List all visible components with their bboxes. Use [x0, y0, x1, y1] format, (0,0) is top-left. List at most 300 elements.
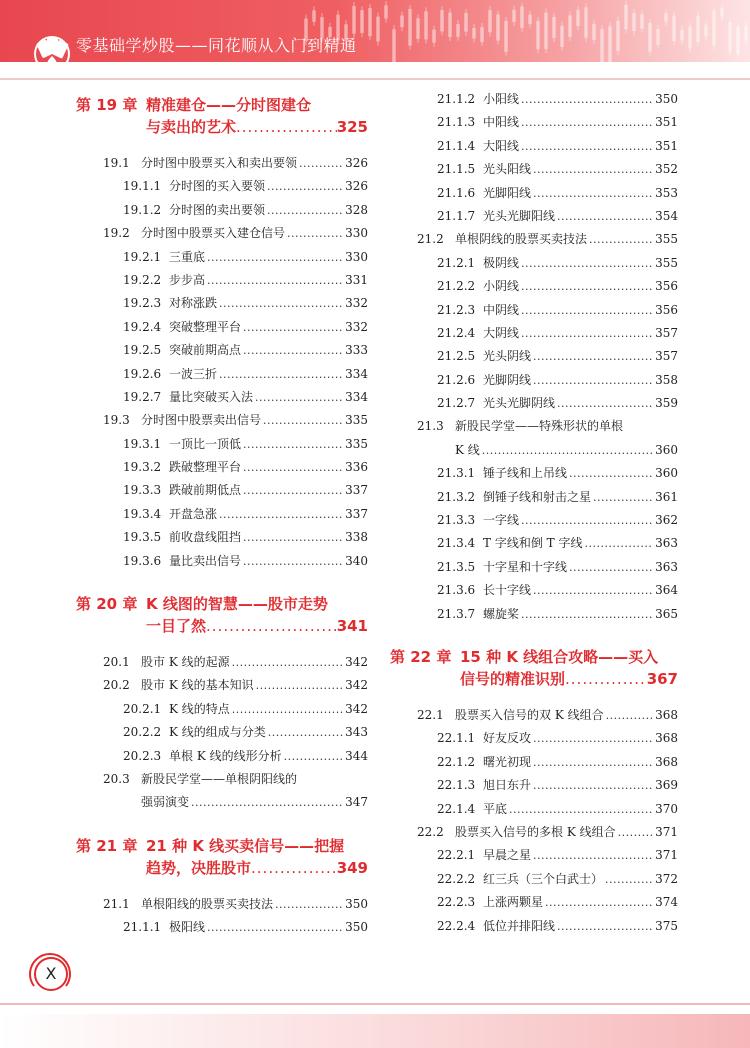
toc-subsection: [390, 915, 678, 938]
section-title: 分时图的买入要领: [169, 179, 266, 194]
section-title: 极阳线: [169, 920, 206, 935]
section-title: 分时图的卖出要领: [169, 202, 266, 217]
dot-leader: [533, 774, 653, 797]
dot-leader: [557, 915, 653, 938]
page-ref: 356: [655, 302, 678, 317]
section-number: 21.2.6: [437, 372, 476, 387]
section-title: 量比突破买入法: [169, 389, 254, 404]
toc-section: [390, 228, 678, 251]
section-number: 19.3: [103, 413, 130, 428]
dot-leader: [533, 345, 653, 368]
section-number: 21.2.5: [437, 349, 476, 364]
candle-body: [416, 18, 420, 39]
section-title: 开盘急涨: [169, 506, 218, 521]
section-number: 21.2.3: [437, 302, 476, 317]
section-title: 新股民学堂——特殊形状的单根: [455, 419, 624, 434]
toc-subsection: [390, 135, 678, 158]
page-ref: 342: [345, 701, 368, 716]
toc-left-column: [76, 88, 368, 940]
section-number: 22.2: [417, 824, 444, 839]
dot-leader: [533, 751, 653, 774]
candle-body: [360, 10, 364, 33]
toc-subsection: [76, 316, 368, 339]
section-number: 20.1: [103, 655, 130, 670]
chapter-title-line: [76, 94, 368, 116]
section-title: 倒锤子线和射击之星: [483, 489, 592, 504]
dot-leader: [482, 439, 653, 462]
dot-leader: [284, 745, 343, 768]
toc-subsection: [76, 503, 368, 526]
candle-body: [704, 25, 708, 37]
page-ref: 363: [655, 559, 678, 574]
dot-leader: [243, 456, 343, 479]
dot-leader: [521, 603, 653, 626]
chapter-number: 第 21 章: [76, 836, 138, 855]
toc-section: [76, 674, 368, 697]
section-number: 19.3.5: [123, 530, 162, 545]
section-title: 好友反攻: [483, 731, 532, 746]
toc-entry-continued: [76, 791, 368, 814]
section-number: 21.1.4: [437, 138, 476, 153]
page-ref: 333: [345, 343, 368, 358]
dot-leader: [243, 479, 343, 502]
chapter-title-line: [146, 116, 368, 138]
candle-body: [664, 13, 668, 21]
page-ref: 361: [655, 489, 678, 504]
dot-leader: [593, 486, 653, 509]
toc-subsection: [76, 433, 368, 456]
dot-leader: [268, 721, 343, 744]
section-number: 20.2.1: [123, 701, 162, 716]
page-ref: 350: [655, 92, 678, 106]
dot-leader: [207, 916, 343, 939]
section-number: 21.3: [417, 419, 444, 434]
dot-leader: [206, 615, 337, 637]
candle-body: [432, 30, 436, 43]
toc-section: [76, 152, 368, 175]
candle-body: [648, 23, 652, 52]
chapter-page: 325: [336, 118, 368, 136]
section-number: 21.3.3: [437, 513, 476, 528]
dot-leader: [557, 392, 653, 415]
chapter-page: 341: [336, 617, 368, 636]
toc-entry: [390, 415, 678, 438]
dot-leader: [521, 275, 653, 298]
dot-leader: [243, 433, 343, 456]
section-number: 19.1.2: [123, 202, 162, 217]
candle-body: [608, 26, 612, 62]
section-number: 21.2: [417, 232, 444, 247]
toc-entry: [76, 768, 368, 791]
section-number: 22.2.3: [437, 895, 476, 910]
book-title: 零基础学炒股——同花顺从入门到精通: [76, 36, 357, 55]
section-title: 光头阳线: [483, 162, 532, 177]
candle-body: [520, 6, 524, 28]
chapter-heading: [390, 646, 678, 690]
candle-body: [560, 26, 564, 47]
header-divider: [0, 78, 750, 80]
dot-leader: [569, 462, 653, 485]
dot-leader: [618, 821, 653, 844]
footer-divider: [0, 1003, 750, 1005]
section-number: 21.3.6: [437, 583, 476, 598]
section-title: 一波三折: [169, 366, 218, 381]
section-title: 对称涨跌: [169, 296, 218, 311]
section-number: 20.2: [103, 678, 130, 693]
page-ref: 352: [655, 162, 678, 177]
dot-leader: [267, 175, 343, 198]
page-header: [0, 0, 750, 80]
chapter-number: 第 22 章: [390, 647, 452, 666]
dot-leader: [287, 222, 343, 245]
page-ref: 334: [345, 389, 368, 404]
section-title: 一顶比一顶低: [169, 436, 242, 451]
candlestick-decoration: [300, 0, 750, 62]
section-title: 股票买入信号的多根 K 线组合: [455, 824, 616, 839]
section-title: 分时图中股票买入建仓信号: [141, 226, 286, 241]
candle-body: [592, 24, 596, 40]
toc-section: [390, 821, 678, 844]
candle-body: [384, 5, 388, 18]
chapter-title: 15 种 K 线组合攻略——买入: [460, 647, 659, 666]
chapter-title: K 线图的智慧——股市走势: [146, 595, 328, 614]
toc-subsection: [76, 339, 368, 362]
toc-subsection: [390, 182, 678, 205]
candle-body: [656, 29, 660, 45]
section-title: 中阳线: [483, 115, 520, 130]
section-title: 中阴线: [483, 302, 520, 317]
toc-subsection: [390, 603, 678, 626]
section-number: 21.1.6: [437, 185, 476, 200]
page-ref: 368: [655, 731, 678, 746]
toc-subsection: [390, 205, 678, 228]
section-title: 单根阴线的股票买卖技法: [455, 232, 588, 247]
section-number: 21.2.1: [437, 255, 476, 270]
chapter-subtitle: 信号的精准识别: [460, 669, 566, 688]
toc-subsection: [390, 579, 678, 602]
toc-entry-continued: [390, 439, 678, 462]
dot-leader: [275, 893, 343, 916]
section-number: 22.2.4: [437, 918, 476, 933]
dot-leader: [584, 532, 653, 555]
dot-leader: [232, 698, 343, 721]
section-title: 新股民学堂——单根阴阳线的: [141, 771, 298, 786]
section-number: 21.1.1: [123, 920, 162, 935]
section-number: 20.3: [103, 771, 130, 786]
toc-subsection: [76, 550, 368, 573]
candle-body: [680, 30, 684, 41]
candle-body: [496, 14, 500, 40]
section-number: 19.2.1: [123, 249, 162, 264]
chapter-heading: [76, 835, 368, 879]
candle-body: [536, 21, 540, 49]
chapter-title-line: [146, 857, 368, 879]
page-ref: 374: [655, 895, 678, 910]
page-ref: 347: [345, 795, 368, 810]
toc-subsection: [390, 299, 678, 322]
dot-leader: [533, 182, 653, 205]
section-title: 分时图中股票卖出信号: [141, 413, 262, 428]
dot-leader: [207, 269, 343, 292]
toc-subsection: [390, 369, 678, 392]
section-number: 21.3.5: [437, 559, 476, 574]
candle-body: [624, 5, 628, 30]
page-ref: 334: [345, 366, 368, 381]
dot-leader: [606, 704, 653, 727]
candle-body: [368, 8, 372, 36]
dot-leader: [521, 88, 653, 111]
section-number: 21.1.5: [437, 162, 476, 177]
toc-subsection: [390, 88, 678, 111]
dot-leader: [605, 868, 653, 891]
toc-subsection: [76, 745, 368, 768]
page-ref: 332: [345, 296, 368, 311]
candle-body: [688, 27, 692, 49]
toc-subsection: [390, 556, 678, 579]
page-ref: 350: [345, 896, 368, 911]
candle-body: [400, 16, 404, 28]
section-title: 量比卖出信号: [169, 553, 242, 568]
section-number: 19.2.2: [123, 272, 162, 287]
dot-leader: [557, 205, 653, 228]
section-number: 22.1.4: [437, 801, 476, 816]
dot-leader: [232, 651, 343, 674]
page-ref: 356: [655, 279, 678, 294]
toc-subsection: [76, 246, 368, 269]
page-ref: 369: [655, 778, 678, 793]
dot-leader: [569, 556, 653, 579]
section-title: K 线的组成与分类: [169, 725, 266, 740]
section-number: 21.3.2: [437, 489, 476, 504]
candle-body: [488, 10, 492, 32]
candle-body: [672, 15, 676, 41]
toc-subsection: [390, 275, 678, 298]
toc-right-column: [390, 88, 678, 938]
dot-leader: [207, 246, 343, 269]
page-ref: 326: [345, 156, 368, 170]
page-ref: 371: [655, 824, 678, 839]
section-number: 21.2.7: [437, 396, 476, 411]
dot-leader: [589, 228, 653, 251]
dot-leader: [509, 798, 653, 821]
dot-leader: [545, 891, 653, 914]
toc-subsection: [390, 322, 678, 345]
section-title: 股市 K 线的起源: [141, 655, 230, 670]
toc-subsection: [390, 345, 678, 368]
section-title: 突破前期高点: [169, 343, 242, 358]
candle-body: [720, 8, 724, 17]
toc-subsection: [390, 751, 678, 774]
section-title: 长十字线: [483, 583, 532, 598]
dot-leader: [521, 509, 653, 532]
chapter-heading: [76, 94, 368, 138]
section-title-continued: 强弱演变: [141, 795, 190, 810]
section-title: 螺旋桨: [483, 606, 520, 621]
candle-body: [584, 7, 588, 37]
page-ref: 365: [655, 606, 678, 621]
section-title: 平底: [483, 801, 508, 816]
toc-subsection: [76, 386, 368, 409]
toc-subsection: [76, 199, 368, 222]
candle-body: [544, 12, 548, 49]
playing-cards-logo-icon: [30, 32, 76, 72]
section-title: 大阴线: [483, 325, 520, 340]
section-title: 三重底: [169, 249, 206, 264]
candle-body: [616, 21, 620, 51]
section-title: 光头阴线: [483, 349, 532, 364]
dot-leader: [533, 158, 653, 181]
toc-subsection: [390, 798, 678, 821]
section-title: 光脚阳线: [483, 185, 532, 200]
toc-subsection: [76, 479, 368, 502]
section-title: 旭日东升: [483, 778, 532, 793]
page-ref: 351: [655, 138, 678, 153]
toc-subsection: [76, 175, 368, 198]
page-ref: 342: [345, 678, 368, 693]
page-ref: 360: [655, 442, 678, 457]
section-number: 22.1: [417, 707, 444, 722]
toc-subsection: [390, 111, 678, 134]
section-title: 锤子线和上吊线: [483, 466, 568, 481]
toc-section: [76, 651, 368, 674]
section-number: 21.3.7: [437, 606, 476, 621]
toc-subsection: [390, 774, 678, 797]
candle-body: [440, 10, 444, 31]
dot-leader: [267, 199, 343, 222]
section-number: 19.2.6: [123, 366, 162, 381]
candle-body: [448, 13, 452, 37]
section-number: 21.2.4: [437, 325, 476, 340]
section-title: 分时图中股票买入和卖出要领: [141, 156, 298, 170]
dot-leader: [251, 857, 337, 879]
dot-leader: [533, 369, 653, 392]
section-number: 19.1.1: [123, 179, 162, 194]
toc-subsection: [76, 292, 368, 315]
section-title: T 字线和倒 T 字线: [483, 536, 583, 551]
dot-leader: [191, 791, 343, 814]
candle-body: [712, 11, 716, 46]
toc-subsection: [390, 158, 678, 181]
section-title: K 线的特点: [169, 701, 230, 716]
page-ref: 337: [345, 483, 368, 498]
page-ref: 357: [655, 325, 678, 340]
section-number: 22.2.1: [437, 848, 476, 863]
page-ref: 343: [345, 725, 368, 740]
page-ref: 353: [655, 185, 678, 200]
section-number: 22.2.2: [437, 871, 476, 886]
dot-leader: [236, 116, 337, 138]
dot-leader: [219, 363, 343, 386]
section-number: 21.1.2: [437, 92, 476, 106]
dot-leader: [521, 135, 653, 158]
section-title: 股票买入信号的双 K 线组合: [455, 707, 604, 722]
section-number: 22.1.3: [437, 778, 476, 793]
section-number: 19.1: [103, 156, 130, 170]
candle-body: [744, 26, 748, 41]
page-ref: 368: [655, 707, 678, 722]
candle-body: [472, 28, 476, 38]
dot-leader: [256, 674, 343, 697]
dot-leader: [243, 316, 343, 339]
toc-subsection: [390, 509, 678, 532]
toc-subsection: [76, 363, 368, 386]
dot-leader: [255, 386, 343, 409]
section-title: 股市 K 线的基本知识: [141, 678, 254, 693]
candle-body: [352, 6, 356, 34]
section-title: 光头光脚阴线: [483, 396, 556, 411]
section-number: 19.3.2: [123, 460, 162, 475]
toc-subsection: [76, 269, 368, 292]
section-title: 跌破整理平台: [169, 460, 242, 475]
candle-body: [376, 17, 380, 42]
chapter-page: 367: [646, 669, 678, 688]
candle-body: [576, 10, 580, 26]
section-title: 早晨之星: [483, 848, 532, 863]
page-ref: 342: [345, 655, 368, 670]
page-ref: 337: [345, 506, 368, 521]
toc-subsection: [76, 916, 368, 939]
dot-leader: [521, 322, 653, 345]
section-number: 21.1.7: [437, 208, 476, 223]
toc-subsection: [390, 891, 678, 914]
section-number: 20.2.2: [123, 725, 162, 740]
page-ref: 338: [345, 530, 368, 545]
page-ref: 350: [345, 920, 368, 935]
section-title: 红三兵（三个白武士）: [483, 871, 604, 886]
candle-body: [424, 11, 428, 39]
section-number: 21.1.3: [437, 115, 476, 130]
toc-subsection: [390, 868, 678, 891]
chapter-title-line: [76, 835, 368, 857]
section-title: 光头光脚阳线: [483, 208, 556, 223]
page-ref: 371: [655, 848, 678, 863]
page-ref: 368: [655, 754, 678, 769]
page-ref: 330: [345, 226, 368, 241]
toc-section: [76, 409, 368, 432]
dot-leader: [243, 339, 343, 362]
dot-leader: [521, 252, 653, 275]
page-ref: 360: [655, 466, 678, 481]
page-ref: 357: [655, 349, 678, 364]
section-title: 跌破前期低点: [169, 483, 242, 498]
chapter-subtitle: 与卖出的艺术: [146, 118, 237, 136]
section-title: 小阴线: [483, 279, 520, 294]
section-title: 极阴线: [483, 255, 520, 270]
section-title: 一字线: [483, 513, 520, 528]
toc-subsection: [76, 698, 368, 721]
candle-body: [456, 24, 460, 37]
page-ref: 370: [655, 801, 678, 816]
section-title: 上涨两颗星: [483, 895, 544, 910]
toc-subsection: [76, 721, 368, 744]
section-number: 19.2.4: [123, 319, 162, 334]
candle-body: [600, 29, 604, 62]
chapter-title: 21 种 K 线买卖信号——把握: [146, 836, 345, 855]
section-title: 曙光初现: [483, 754, 532, 769]
candle-body: [552, 17, 556, 38]
dot-leader: [219, 503, 343, 526]
section-title: 低位并排阳线: [483, 918, 556, 933]
chapter-title-line: [76, 593, 368, 615]
toc-section: [76, 893, 368, 916]
toc-subsection: [390, 392, 678, 415]
section-title: 光脚阴线: [483, 372, 532, 387]
section-number: 22.1.2: [437, 754, 476, 769]
page-ref: 336: [345, 460, 368, 475]
page-ref: 355: [655, 232, 678, 247]
candle-body: [312, 10, 316, 21]
dot-leader: [521, 111, 653, 134]
